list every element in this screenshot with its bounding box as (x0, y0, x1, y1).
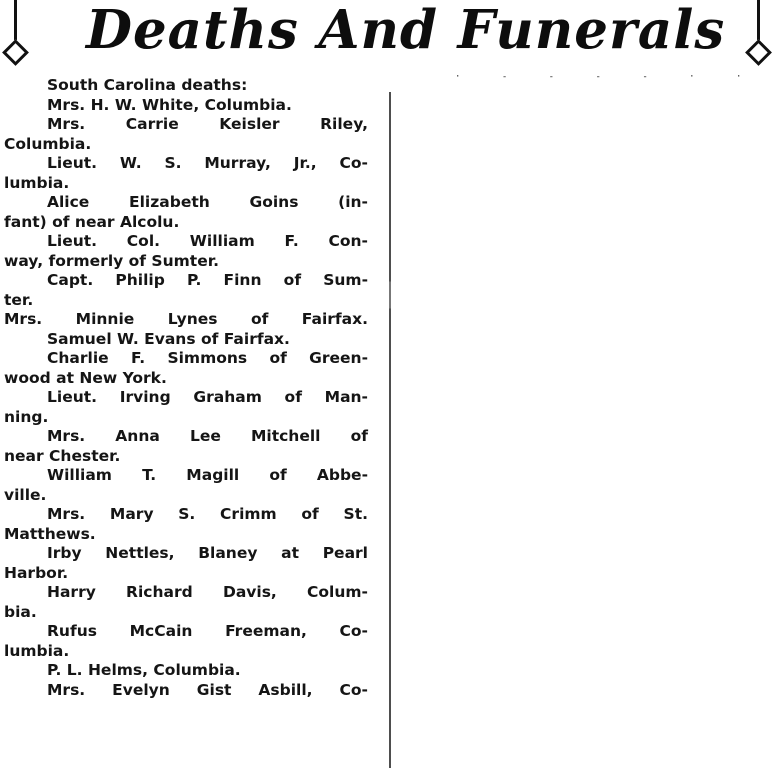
text-line: bia. (4, 602, 37, 621)
text-line: Columbia. (4, 134, 92, 153)
text-line: Harbor. (4, 563, 69, 582)
text-line: Irby Nettles, Blaney at Pearl (47, 544, 368, 562)
text-line: William T. Magill of Abbe- (47, 466, 368, 484)
deaths-list (4, 76, 368, 700)
text-line: wood at New York. (4, 368, 167, 387)
text-line: Mrs. Carrie Keisler Riley, (47, 115, 368, 133)
text-line: Matthews. (4, 524, 96, 543)
text-line: Lieut. W. S. Murray, Jr., Co- (47, 154, 368, 172)
diamond-ornament-right (745, 39, 772, 66)
text-line: near Chester. (4, 446, 121, 465)
text-line: Rufus McCain Freeman, Co- (47, 622, 368, 640)
text-line: P. L. Helms, Columbia. (47, 661, 241, 679)
text-line: Mrs. Evelyn Gist Asbill, Co- (47, 680, 368, 699)
text-line: Mrs. Anna Lee Mitchell of (47, 427, 368, 445)
print-speckles: · - - - - · · (455, 72, 760, 82)
text-line: South Carolina deaths: (47, 76, 248, 94)
text-line: Capt. Philip P. Finn of Sum- (47, 271, 368, 289)
text-line: Alice Elizabeth Goins (in- (47, 193, 368, 211)
text-line: ning. (4, 407, 49, 426)
text-line: lumbia. (4, 641, 70, 660)
left-vertical-rule (14, 0, 17, 40)
text-line: lumbia. (4, 173, 70, 192)
text-line: ville. (4, 485, 47, 504)
text-line: fant) of near Alcolu. (4, 212, 180, 231)
text-line: Charlie F. Simmons of Green- (47, 349, 368, 367)
column-separator (389, 92, 391, 768)
text-line: Lieut. Irving Graham of Man- (47, 388, 368, 406)
page-title: Deaths And Funerals (86, 0, 726, 61)
text-line: Samuel W. Evans of Fairfax. (47, 329, 290, 348)
text-line: Mrs. Minnie Lynes of Fairfax. (4, 310, 368, 328)
text-line: Mrs. Mary S. Crimm of St. (47, 505, 368, 523)
text-line: Mrs. H. W. White, Columbia. (47, 95, 292, 114)
right-vertical-rule (757, 0, 760, 40)
text-line: ter. (4, 290, 34, 309)
text-line: way, formerly of Sumter. (4, 251, 220, 270)
diamond-ornament-left (2, 39, 29, 66)
text-line: Lieut. Col. William F. Con- (47, 232, 368, 250)
text-line: Harry Richard Davis, Colum- (47, 583, 368, 601)
